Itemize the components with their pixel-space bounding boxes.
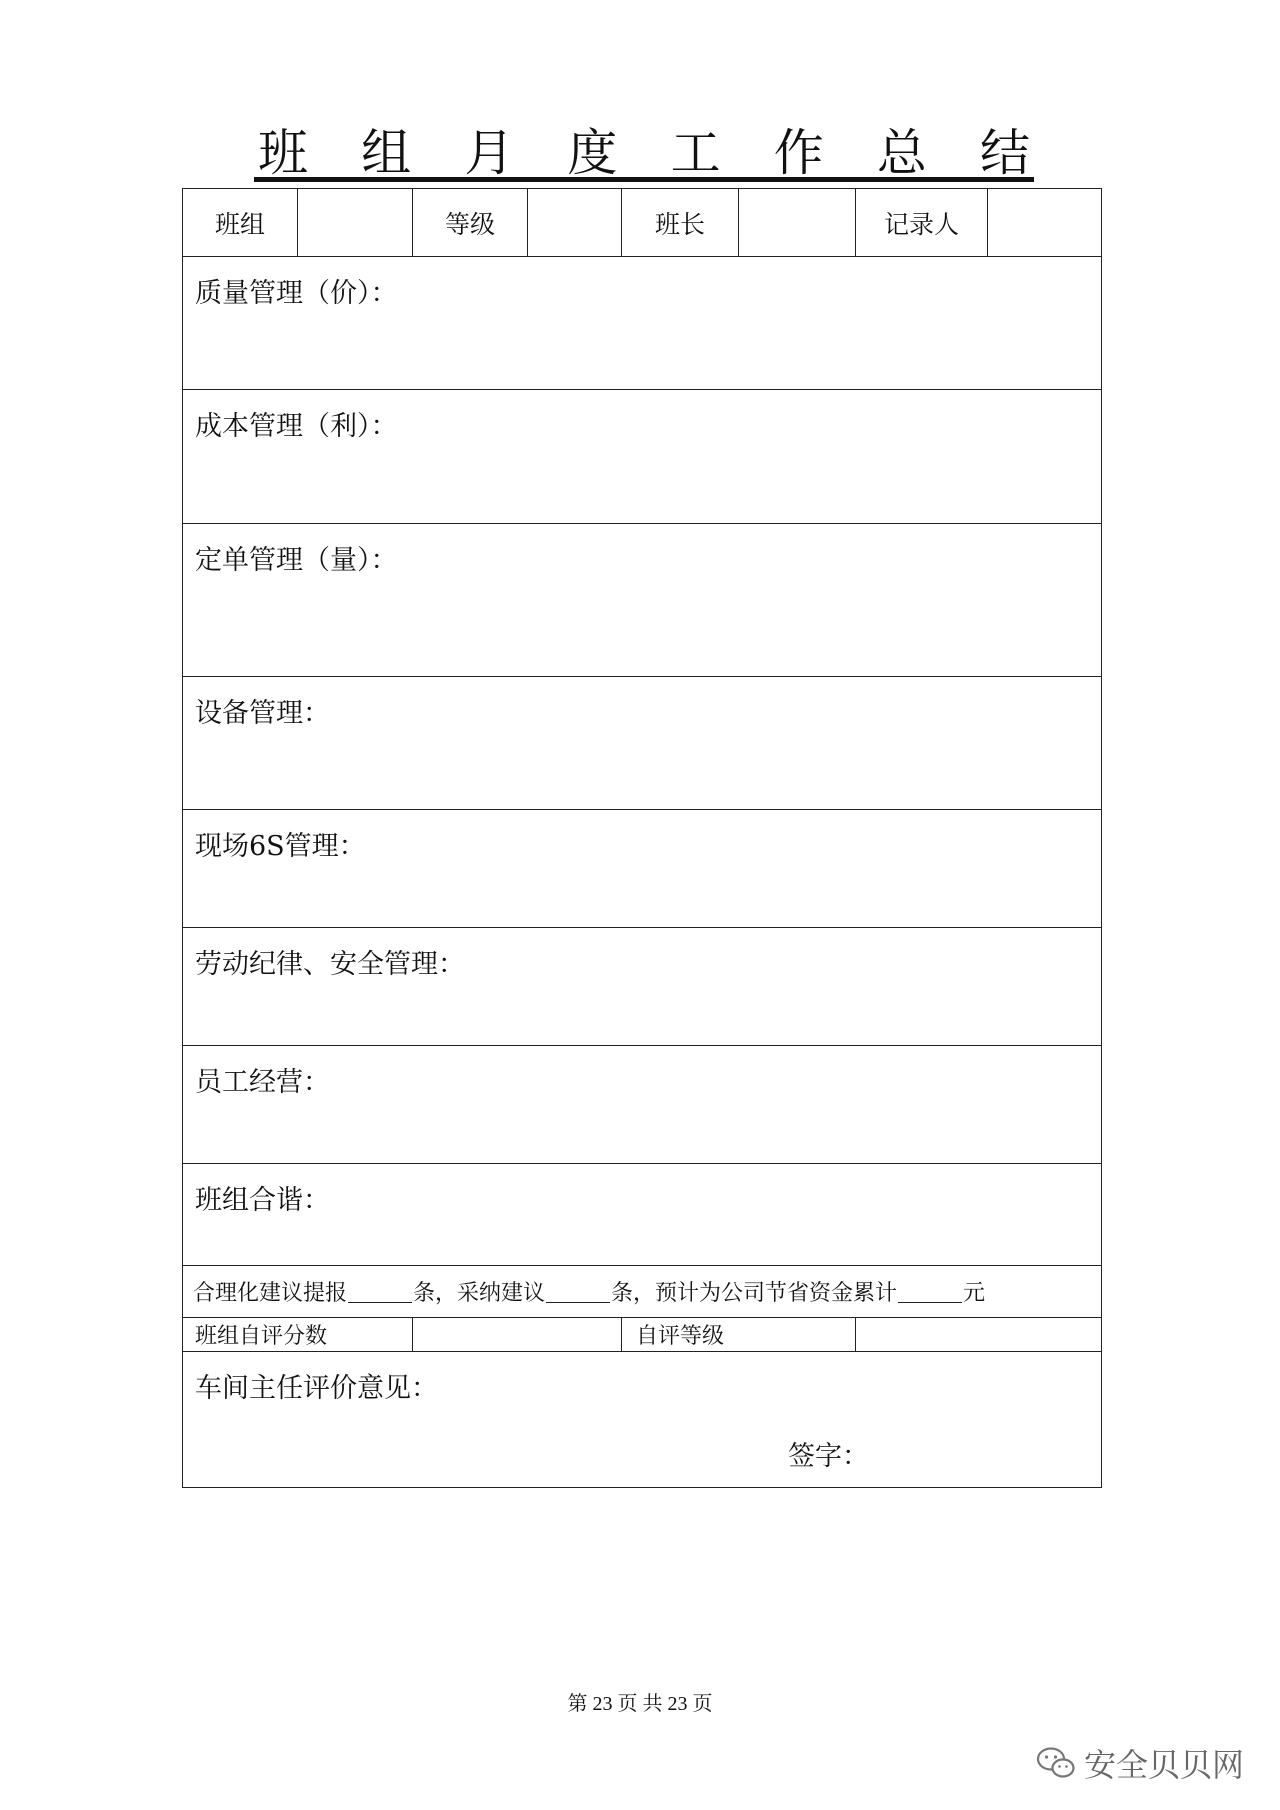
title-char: 组	[361, 123, 412, 182]
self-score-label: 班组自评分数	[183, 1318, 413, 1351]
director-comment-section[interactable]	[183, 1352, 1101, 1487]
self-grade-field[interactable]	[856, 1318, 1101, 1351]
team-harmony-section[interactable]	[183, 1164, 1101, 1266]
grade-label: 等级	[413, 189, 528, 256]
site-6s-label: 现场6S管理：	[195, 831, 366, 862]
self-score-field[interactable]	[413, 1318, 622, 1351]
header-row	[183, 189, 1101, 257]
wechat-icon	[1036, 1746, 1076, 1780]
discipline-safety-section[interactable]	[183, 928, 1101, 1046]
recorder-field[interactable]	[988, 189, 1101, 256]
title-char: 工	[670, 123, 721, 182]
recorder-label: 记录人	[856, 189, 988, 256]
title-char: 结	[979, 123, 1030, 182]
title-char: 作	[773, 123, 824, 182]
title-char: 月	[464, 123, 515, 182]
suggestion-text-3: 条，预计为公司节省资金累计	[611, 1281, 898, 1306]
team-harmony-label: 班组合谐：	[195, 1185, 330, 1216]
suggestion-row	[183, 1266, 1101, 1318]
equipment-section[interactable]	[183, 677, 1101, 810]
cost-label: 成本管理（利）：	[195, 411, 398, 442]
suggestion-text-4: 元	[963, 1281, 986, 1306]
score-row	[183, 1318, 1101, 1352]
savings-amount-blank[interactable]	[898, 1280, 962, 1303]
title-char: 总	[876, 123, 927, 182]
leader-field[interactable]	[739, 189, 856, 256]
equipment-label: 设备管理：	[195, 698, 330, 729]
title-char: 班	[258, 123, 308, 182]
grade-field[interactable]	[528, 189, 622, 256]
page-number: 第 23 页 共 23 页	[567, 1693, 713, 1715]
adopted-count-blank[interactable]	[546, 1280, 610, 1303]
leader-label: 班长	[622, 189, 739, 256]
suggestion-text-2: 条，采纳建议	[413, 1281, 546, 1306]
title-char: 度	[567, 123, 618, 182]
team-label: 班组	[183, 189, 298, 256]
order-section[interactable]	[183, 524, 1101, 677]
staff-operation-section[interactable]	[183, 1046, 1101, 1164]
suggestion-text-1: 合理化建议提报	[193, 1281, 348, 1306]
cost-section[interactable]	[183, 390, 1101, 524]
quality-section[interactable]	[183, 257, 1101, 390]
watermark-text: 安全贝贝网	[1084, 1746, 1245, 1784]
suggested-count-blank[interactable]	[348, 1280, 412, 1303]
order-label: 定单管理（量）：	[195, 545, 398, 576]
site-6s-section[interactable]	[183, 810, 1101, 928]
director-comment-label: 车间主任评价意见：	[195, 1373, 438, 1404]
document-title	[254, 120, 1034, 182]
watermark	[1036, 1740, 1244, 1786]
staff-operation-label: 员工经营：	[195, 1067, 330, 1098]
discipline-safety-label: 劳动纪律、安全管理：	[195, 949, 465, 980]
signature-label: 签字：	[788, 1441, 869, 1472]
quality-label: 质量管理（价）：	[195, 278, 398, 309]
team-field[interactable]	[298, 189, 413, 256]
self-grade-label: 自评等级	[622, 1318, 856, 1351]
summary-form	[182, 188, 1102, 1488]
